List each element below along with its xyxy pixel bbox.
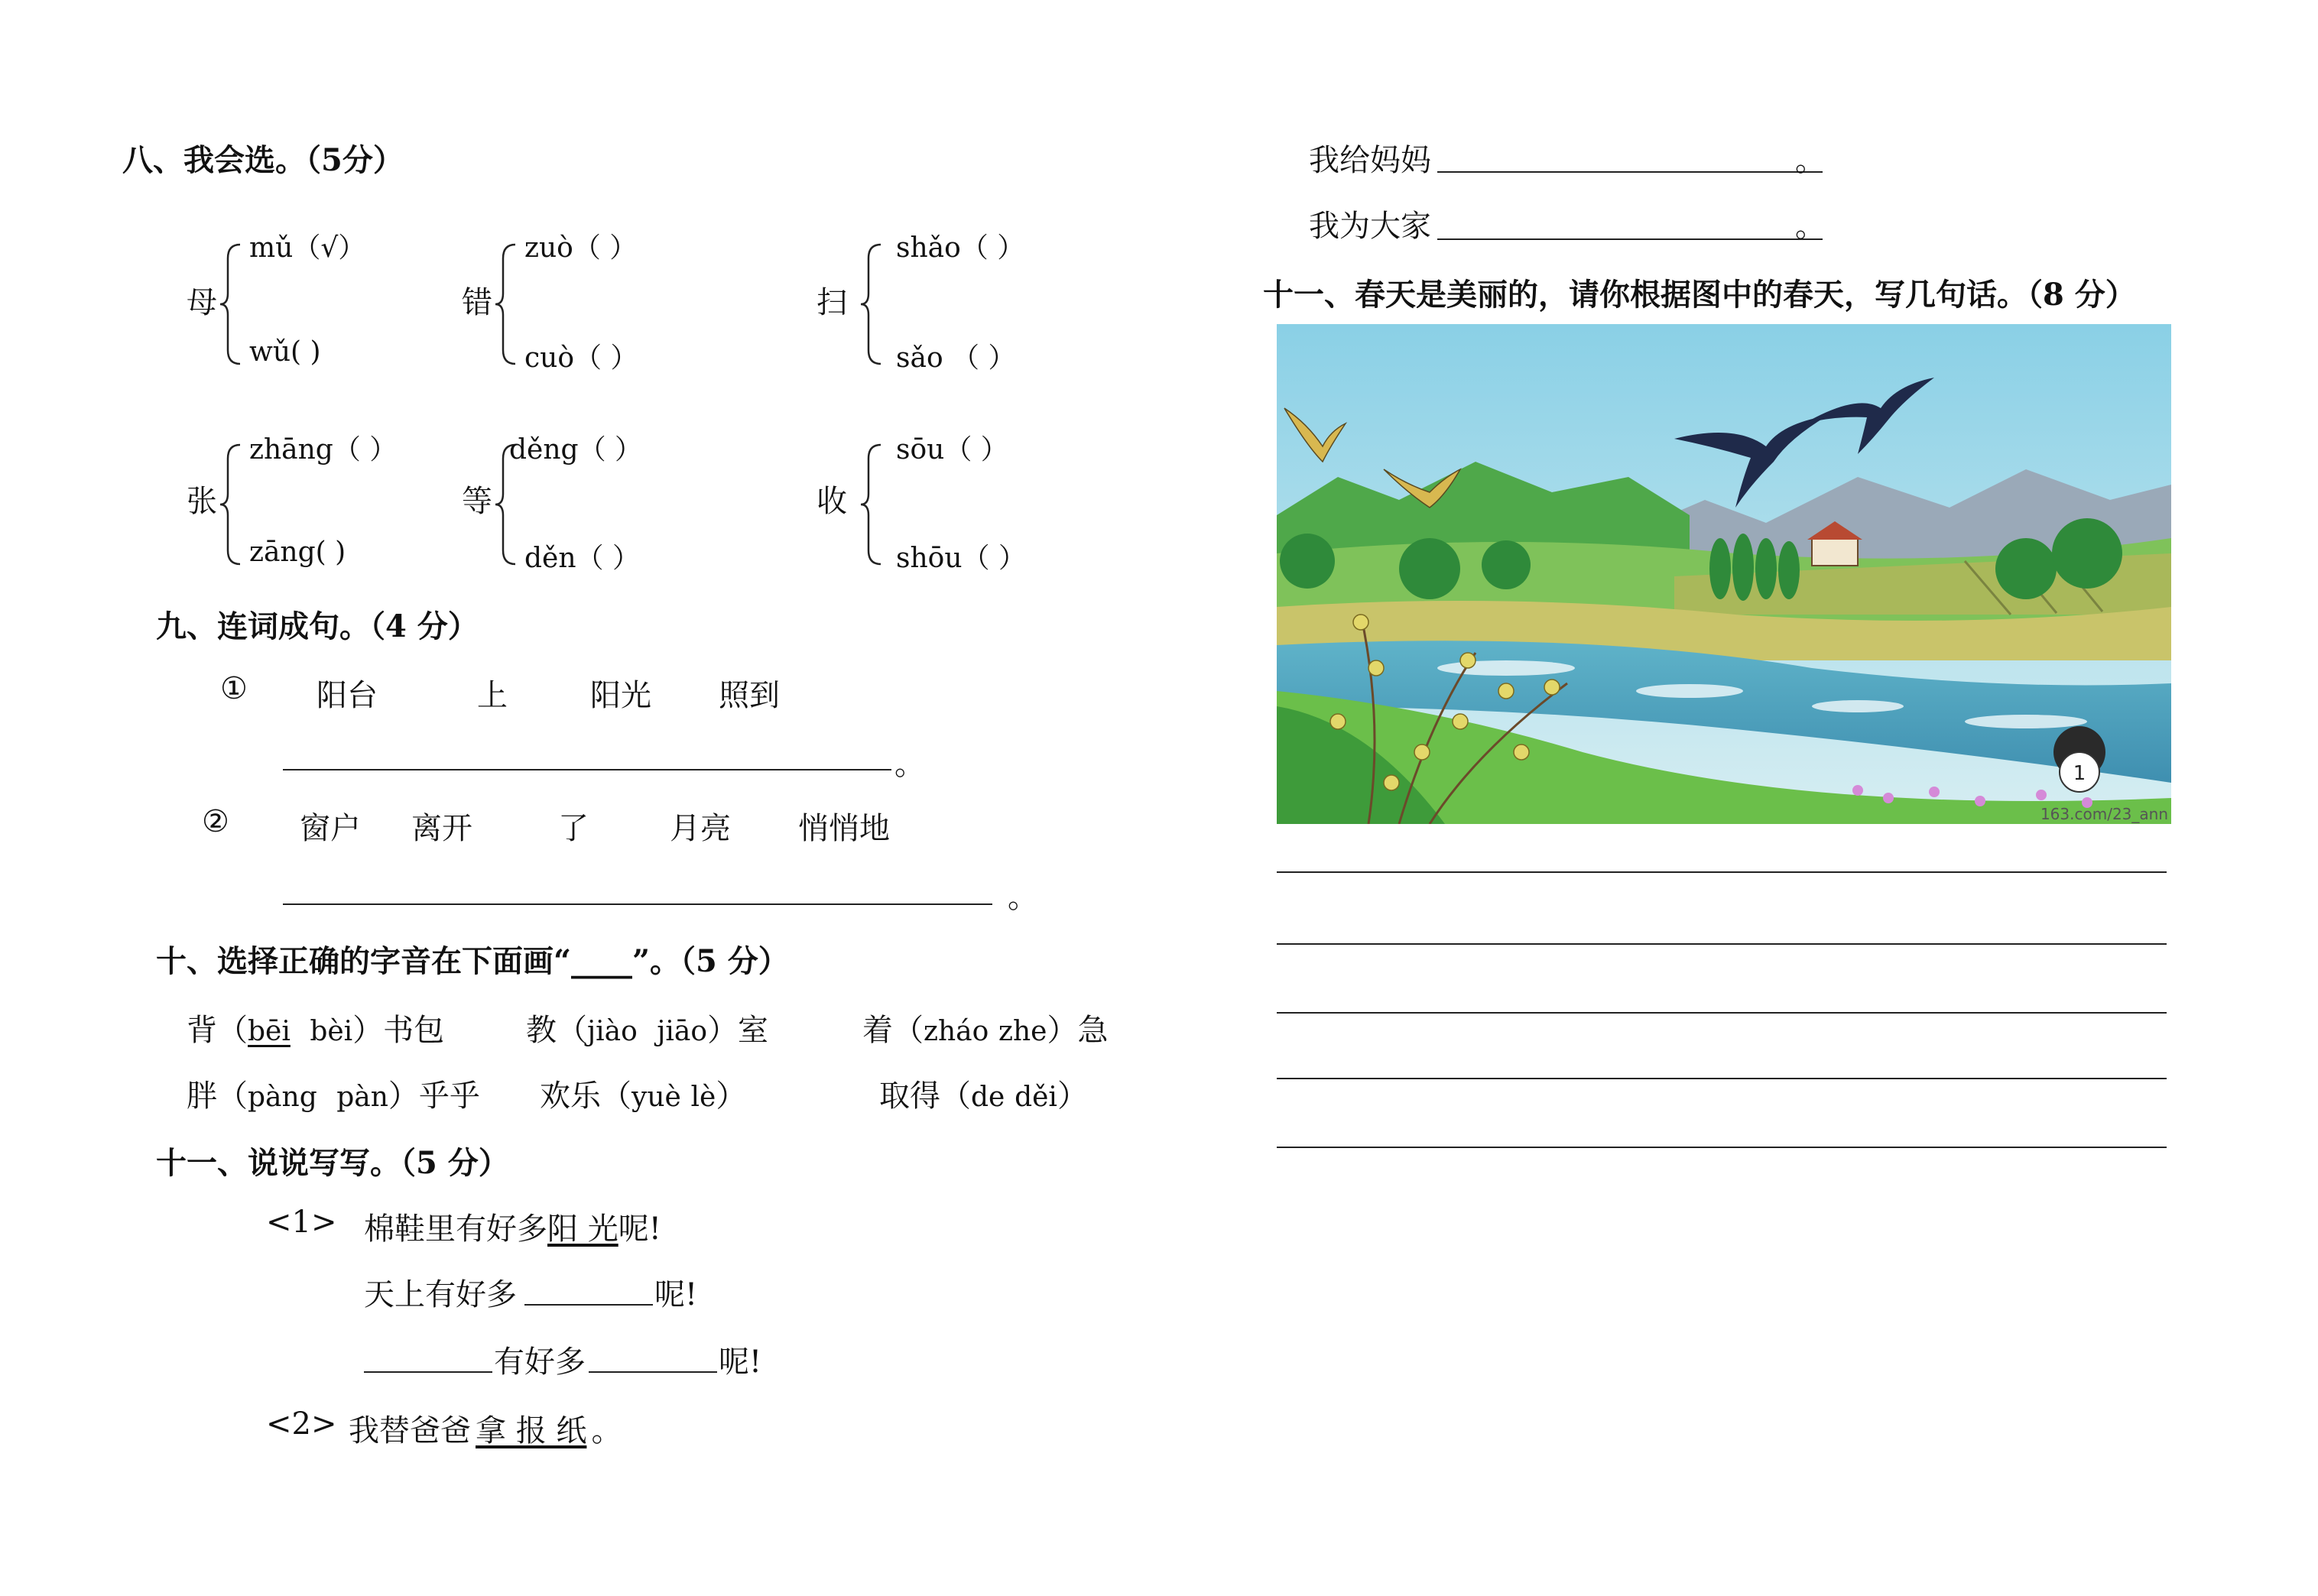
brace-icon bbox=[494, 243, 517, 365]
answer-line[interactable] bbox=[283, 903, 992, 905]
sentence-prefix: 我替爸爸 bbox=[349, 1413, 471, 1448]
pinyin-option-bottom: wǔ( ) bbox=[249, 336, 321, 368]
question-number: ① bbox=[220, 671, 248, 706]
sentence-suffix: 。 bbox=[1795, 143, 1826, 178]
pinyin-choice-a[interactable]: jiào bbox=[587, 1016, 638, 1047]
badge-number: 1 bbox=[2073, 762, 2086, 785]
pinyin-option-top: sōu（ ） bbox=[896, 434, 1008, 466]
blank-line[interactable] bbox=[1437, 238, 1823, 240]
period: 。 bbox=[894, 747, 925, 782]
choice-char: 张 bbox=[187, 484, 217, 519]
sentence-prefix: 我为大家 bbox=[1309, 209, 1431, 244]
item-prefix: 取得（ bbox=[879, 1079, 971, 1114]
pinyin-choice-a[interactable]: yuè bbox=[631, 1082, 681, 1113]
pinyin-choice-a[interactable]: zháo bbox=[924, 1016, 989, 1047]
pinyin-choice-b[interactable]: děi bbox=[1015, 1082, 1057, 1113]
item-prefix: 欢乐（ bbox=[540, 1079, 631, 1114]
period: 。 bbox=[1008, 880, 1038, 915]
sentence-line bbox=[364, 1205, 661, 1248]
section-11-writing-title: 十一、春天是美丽的，请你根据图中的春天，写几句话。（8 分） bbox=[1263, 277, 2136, 313]
pinyin-option-top: shǎo（ ） bbox=[896, 232, 1025, 264]
item-suffix: ）乎乎 bbox=[388, 1079, 480, 1114]
pinyin-option-bottom: zāng( ) bbox=[249, 537, 346, 568]
filled-answer: 拿 报 纸 bbox=[476, 1413, 587, 1448]
blank-line[interactable] bbox=[1437, 171, 1823, 173]
pinyin-option-bottom: shōu（ ） bbox=[896, 543, 1026, 574]
choice-char: 收 bbox=[816, 484, 847, 519]
item-suffix: ）急 bbox=[1047, 1013, 1109, 1048]
spring-illustration bbox=[1277, 324, 2171, 824]
writing-line[interactable] bbox=[1277, 1078, 2167, 1079]
word-tile: 月亮 bbox=[670, 811, 731, 846]
pinyin-choice-b[interactable]: jiāo bbox=[657, 1016, 708, 1047]
filled-answer: 阳 光 bbox=[547, 1212, 618, 1247]
spring-scene-image bbox=[1277, 324, 2171, 824]
pinyin-option-bottom: cuò（ ） bbox=[524, 342, 638, 374]
blank-line[interactable] bbox=[364, 1371, 492, 1373]
pinyin-choice-a[interactable]: bēi bbox=[248, 1016, 291, 1047]
brace-icon bbox=[859, 443, 882, 566]
choice-char: 扫 bbox=[816, 285, 847, 320]
section-11-title: 十一、说说写写。（5 分） bbox=[156, 1145, 509, 1181]
sentence-prefix: 棉鞋里有好多 bbox=[364, 1212, 547, 1247]
blank-line[interactable] bbox=[524, 1304, 653, 1306]
word-tile: 离开 bbox=[411, 811, 472, 846]
item-suffix: ）书包 bbox=[352, 1013, 445, 1048]
section-10-title: 十、选择正确的字音在下面画“____”。（5 分） bbox=[156, 943, 789, 979]
brace-icon bbox=[859, 243, 882, 365]
question-number: <1> bbox=[266, 1205, 337, 1240]
word-tile: 悄悄地 bbox=[798, 811, 890, 846]
word-tile: 窗户 bbox=[300, 811, 361, 846]
writing-line[interactable] bbox=[1277, 943, 2167, 945]
question-number: <2> bbox=[266, 1406, 337, 1442]
sentence-suffix: 。 bbox=[1795, 209, 1826, 244]
sentence-prefix: 天上有好多 bbox=[364, 1277, 517, 1312]
writing-line[interactable] bbox=[1277, 1147, 2167, 1148]
sentence-middle: 有好多 bbox=[494, 1345, 586, 1380]
pronunciation-item bbox=[526, 1006, 768, 1049]
choice-char: 等 bbox=[462, 484, 492, 519]
choice-char: 错 bbox=[462, 285, 492, 320]
word-tile: 阳台 bbox=[317, 678, 378, 713]
pinyin-option-bottom: sǎo （ ） bbox=[896, 342, 1016, 374]
section-9-title: 九、连词成句。（4 分） bbox=[156, 608, 479, 644]
item-prefix: 背（ bbox=[187, 1013, 248, 1048]
pronunciation-item bbox=[187, 1072, 480, 1115]
pinyin-choice-b[interactable]: bèi bbox=[310, 1016, 353, 1047]
item-suffix: ）室 bbox=[707, 1013, 769, 1048]
item-suffix: ） bbox=[1057, 1079, 1088, 1114]
pinyin-choice-b[interactable]: zhe bbox=[998, 1016, 1047, 1047]
item-prefix: 胖（ bbox=[187, 1079, 248, 1114]
word-tile: 上 bbox=[477, 678, 508, 713]
pinyin-choice-b[interactable]: lè bbox=[690, 1082, 716, 1113]
watermark-text: 163.com/23_ann bbox=[2040, 805, 2168, 823]
question-number: ② bbox=[202, 804, 229, 839]
pronunciation-item bbox=[540, 1072, 746, 1115]
word-tile: 照到 bbox=[719, 678, 780, 713]
writing-line[interactable] bbox=[1277, 871, 2167, 873]
word-tile: 了 bbox=[558, 811, 589, 846]
answer-line[interactable] bbox=[283, 769, 891, 770]
pinyin-option-top: děng（ ） bbox=[509, 434, 643, 466]
sentence-suffix: 呢! bbox=[618, 1212, 661, 1247]
item-prefix: 教（ bbox=[526, 1013, 587, 1048]
pronunciation-item bbox=[879, 1072, 1088, 1115]
pinyin-option-bottom: děn（ ） bbox=[524, 543, 640, 574]
word-tile: 阳光 bbox=[590, 678, 651, 713]
item-suffix: ） bbox=[716, 1079, 747, 1114]
pinyin-option-top: zuò（ ） bbox=[524, 232, 638, 264]
pronunciation-item bbox=[187, 1006, 444, 1049]
section-8-title: 八、我会选。（5分） bbox=[122, 142, 404, 178]
writing-line[interactable] bbox=[1277, 1012, 2167, 1014]
pinyin-option-top: zhāng（ ） bbox=[249, 434, 398, 466]
pinyin-choice-a[interactable]: pàng bbox=[248, 1082, 317, 1113]
pinyin-option-top: mǔ（√） bbox=[249, 232, 366, 264]
choice-char: 母 bbox=[187, 285, 217, 320]
sentence-prefix: 我给妈妈 bbox=[1309, 143, 1431, 178]
pinyin-choice-a[interactable]: de bbox=[971, 1082, 1005, 1113]
sentence-suffix: 。 bbox=[591, 1413, 622, 1448]
blank-line[interactable] bbox=[589, 1371, 717, 1373]
pronunciation-item bbox=[862, 1006, 1108, 1049]
sentence-line bbox=[349, 1406, 622, 1450]
sentence-suffix: 呢! bbox=[654, 1277, 698, 1312]
brace-icon bbox=[219, 443, 242, 566]
item-prefix: 着（ bbox=[862, 1013, 924, 1048]
sentence-suffix: 呢! bbox=[719, 1345, 762, 1380]
pinyin-choice-b[interactable]: pàn bbox=[336, 1082, 388, 1113]
brace-icon bbox=[219, 243, 242, 365]
